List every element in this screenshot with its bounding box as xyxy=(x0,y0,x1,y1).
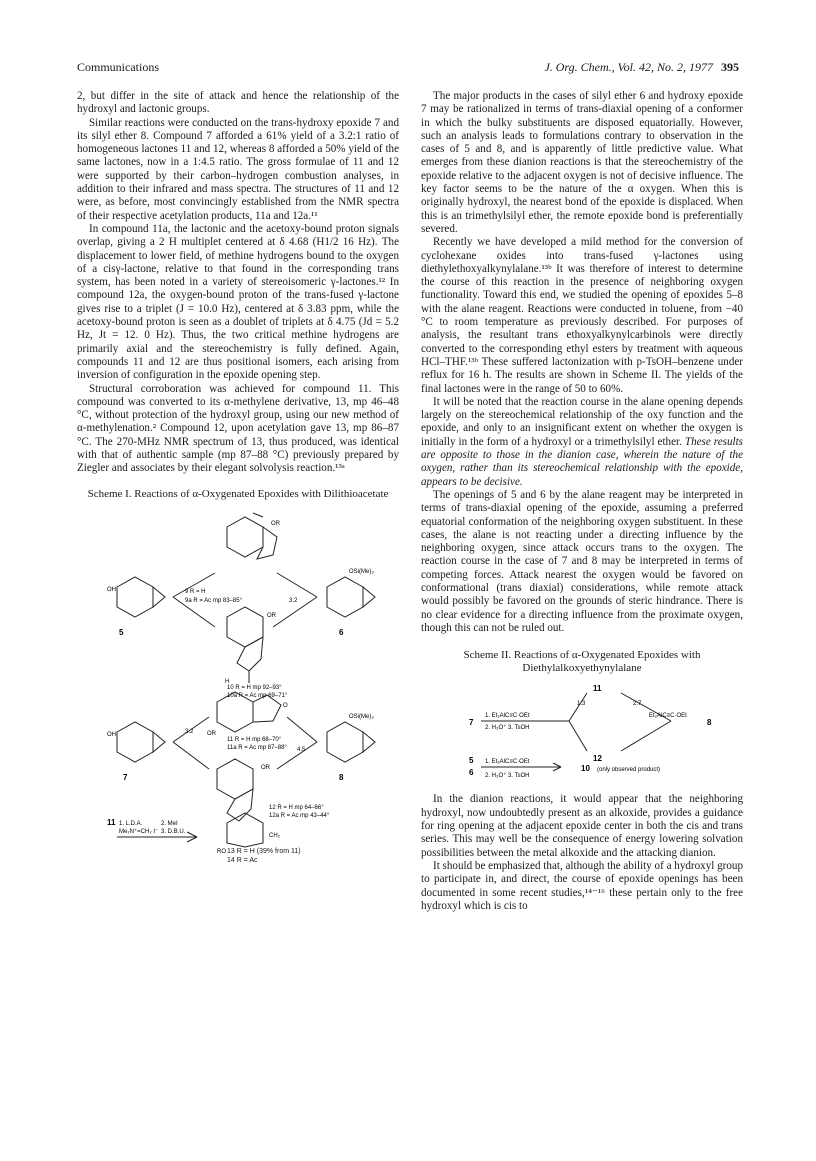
running-header-right xyxy=(544,60,739,75)
label-reagent-alane: Et₂AlC≡C·OEt xyxy=(649,713,687,720)
lactone-ring-11 xyxy=(253,695,281,722)
paragraph: In compound 11a, the lactonic and the acetoxy-bound proton signals overlap, giving a 2 H multiplet centered at δ 4.68 (H1/2 16 Hz). The displacement to lower field, of methine hydrogens bound to the oxygen of a cisγ-lactone, relative to that found in the corresponding trans system, has been noted in a variety of stereoisomeric γ-lactones.¹² In compound 12a, the oxygen-bound proton of the trans-fused γ-lactone gives rise to a triplet (J = 10.0 Hz), centered at δ 3.83 ppm, while the acetoxy-bound proton is seen as a doublet of triplets at δ 4.75 (Jd = 5.2 Hz, Jt = 12. 0 Hz). Thus, the two critical methine hydrogens are primarily axial and the stereochemistry is fully defined. Again, compounds 11 and 12 are thus positional isomers, each arising from inversion of configuration in the epoxide opening step. xyxy=(77,222,399,382)
label-osime3-6: OSi(Me)₃ xyxy=(349,568,374,575)
label-reagent-1: 1. Et₂AlC≡C·OEt xyxy=(485,713,530,720)
label-compound-13: 13 R = H (39% from 11) xyxy=(227,847,301,855)
epoxide-8 xyxy=(363,732,375,752)
epoxide-6 xyxy=(363,587,375,607)
label-step-1b: Me₂N⁺=CH₂ I⁻ xyxy=(119,828,159,835)
ring-7 xyxy=(117,722,153,762)
left-column xyxy=(77,90,399,865)
label-compound-10a: 10a R = Ac mp 69–71° xyxy=(227,692,288,699)
paragraph: The openings of 5 and 6 by the alane reagent may be interpreted in terms of trans-diaxial opening of the epoxide, assuming a preferred equatorial conformation of the neighboring oxygen substituent. In these cases, the alane is not reacting under a directing influence by the neighboring oxygen, since attack occurs trans to the oxygen. The reaction course in the case of 7 and 8 may be interpreted in terms of competing forces. Attack nearest the oxygen would be favored on conformational (trans diaxial) considerations, while remote attack would possibly be favored on the grounds of steric hindrance. There is no clear evidence for a directing influence from the proximate oxygen, though this can not be ruled out. xyxy=(421,488,743,634)
scheme-1-title: Scheme I. Reactions of α-Oxygenated Epoxides with Dilithioacetate xyxy=(87,487,389,500)
label-compound-5: 5 xyxy=(119,627,124,637)
label-compound-14: 14 R = Ac xyxy=(227,856,258,864)
label-step-2b: 3. D.B.U. xyxy=(161,828,186,835)
ring-10 xyxy=(227,607,263,647)
paragraph-text: It will be noted that the reaction course in the alane opening depends largely on the stereochemical relationship of the oxy function and the epoxide, and only to an insignificant extent on whether the oxygen is initially in the form of a hydroxyl or a trimethylsilyl ether. xyxy=(421,395,743,448)
label-compound-8: 8 xyxy=(339,772,344,782)
label-product-10: 10 xyxy=(581,764,590,774)
paragraph: 2, but differ in the site of attack and hence the relationship of the hydroxyl and lactonic groups. xyxy=(77,90,399,116)
epoxide-5 xyxy=(153,587,165,607)
label-ch2: CH₂ xyxy=(269,832,280,839)
label-compound-12a: 12a R = Ac mp 43–44° xyxy=(269,812,330,819)
label-reactant-6: 6 xyxy=(469,768,474,778)
lactone-ring-9 xyxy=(257,527,277,559)
journal-citation: J. Org. Chem., Vol. 42, No. 2, 1977 xyxy=(544,60,713,74)
label-yield-13: 1.3 xyxy=(577,701,586,708)
label-step-1a: 1. L.D.A. xyxy=(119,820,143,827)
label-compound-9: 9 R = H xyxy=(185,588,206,595)
label-compound-6: 6 xyxy=(339,627,344,637)
label-or-10: OR xyxy=(267,612,276,619)
label-compound-9a: 9a R = Ac mp 83–85° xyxy=(185,597,242,604)
paragraph: Recently we have developed a mild method for the conversion of cyclohexane oxides into trans-fused γ-lactones using diethylethoxyalkynylalane.¹³ᵇ It was therefore of interest to determine the course of this reaction in the presence of neighboring oxygen functionality. Toward this end, we studied the opening of epoxides 5–8 with the alane reagent. Reactions were conducted in toluene, from −40 °C to room temperature as previously described. For purposes of analysis, the resultant trans ethoxyalkynylcarbinols were directly converted to the corresponding ethyl esters by treatment with aqueous HCl–THF.¹³ᵇ These suffered lactonization with p-TsOH–benzene under reflux for 16 h. The results are shown in Scheme II. The yields of the final lactones were in the range of 50 to 60%. xyxy=(421,236,743,395)
label-compound-11a: 11a R = Ac mp 87–88° xyxy=(227,744,287,751)
label-ro: RO xyxy=(217,848,226,855)
scheme-1 xyxy=(77,507,399,865)
label-or-11: OR xyxy=(207,730,216,737)
paragraph: It should be emphasized that, although the ability of a hydroxyl group to participate in, and direct, the course of epoxide openings has been documented in some recent studies,¹⁴⁻¹⁶ these pertain only to the free hydroxyl which is cis to xyxy=(421,859,743,912)
label-yield-c: 4.5 xyxy=(297,746,306,753)
label-oh-7: OH xyxy=(107,731,116,738)
label-o-11: O xyxy=(283,702,288,709)
label-step-2a: 2. MeI xyxy=(161,820,178,827)
paragraph xyxy=(421,396,743,489)
right-column xyxy=(421,90,743,913)
scheme-2 xyxy=(421,681,743,785)
label-or-12: OR xyxy=(261,764,270,771)
ring-5 xyxy=(117,577,153,617)
ring-12 xyxy=(217,759,253,799)
paragraph: Similar reactions were conducted on the trans-hydroxy epoxide 7 and its silyl ether 8. Compound 7 afforded a 61% yield of a 3.2:1 ratio of homogeneous lactones 11 and 12, whereas 8 afforded a 50% yield of the same lactones, now in a 1:4.5 ratio. The gross formulae of 11 and 12 were supported by their carbon–hydrogen combustion analyses, in addition to their infrared and mass spectra. The structures of 11 and 12 were, as before, most convincingly established from the NMR spectra of their respective acetylation products, 11a and 12a.¹¹ xyxy=(77,116,399,222)
label-yield-27: 2.7 xyxy=(633,701,642,708)
label-compound-7: 7 xyxy=(123,772,128,782)
label-product-12: 12 xyxy=(593,754,602,764)
label-reagent-2: 2. H₃O⁺ 3. TsOH xyxy=(485,725,530,732)
label-yield-b: 3.2 xyxy=(185,728,194,735)
page-number: 395 xyxy=(721,60,739,74)
lactone-ring-10 xyxy=(237,637,263,671)
label-reactant-7: 7 xyxy=(469,718,474,728)
paragraph: In the dianion reactions, it would appear that the neighboring hydroxyl, now undoubtedly present as an alkoxide, provides a guidance for ring opening at the adjacent epoxide center in both the cis and trans series. This may well be the consequence of energy lowering solvation possibilities between the metal alkoxide and the attacking dianion. xyxy=(421,793,743,859)
italic-sentence: These results are opposite to those in the dianion case, wherein the nature of the oxygen, rather than its stereochemical relationship with the epoxide, appears to be decisive. xyxy=(421,435,743,488)
label-reactant-8: 8 xyxy=(707,718,712,728)
label-reactant-5: 5 xyxy=(469,756,474,766)
label-oh-5: OH xyxy=(107,586,116,593)
label-h-10: H xyxy=(225,678,230,685)
epoxide-7 xyxy=(153,732,165,752)
label-product-11: 11 xyxy=(593,684,602,694)
label-osime3-8: OSi(Me)₃ xyxy=(349,713,374,720)
scheme-2-title: Scheme II. Reactions of α-Oxygenated Epoxides with Diethylalkoxyethynylalane xyxy=(463,649,701,675)
ring-13 xyxy=(227,813,263,847)
label-reagent-3: 1. Et₂AlC≡C·OEt xyxy=(485,759,530,766)
label-start-11: 11 xyxy=(107,817,116,827)
label-reagent-4: 2. H₃O⁺ 3. TsOH xyxy=(485,773,530,780)
paragraph: Structural corroboration was achieved for compound 11. This compound was converted to its α-methylene derivative, 13, mp 46–48 °C, without protection of the hydroxyl group, using our new method of α-methylenation.² Compound 12, upon acetylation gave 13, mp 86–87 °C. The 270-MHz NMR spectrum of 13, thus produced, was identical with that of authentic sample (mp 87–88 °C) previously prepared by Ziegler and associates by their elegant solvolysis reaction.¹³ᵃ xyxy=(77,382,399,475)
label-yield-a: 3.2 xyxy=(289,597,298,604)
label-or: OR xyxy=(271,520,280,527)
ring-9 xyxy=(227,517,263,557)
paragraph: The major products in the cases of silyl ether 6 and hydroxy epoxide 7 may be rationalized in terms of trans-diaxial opening of a conformer in which the bulky substituents are disposed equatorially. However, such an analysis leads to formulations contrary to observation in the cases of 5 and 8, and is apparently of little predictive value. What emerges from these dianion reactions is that the stereochemistry of the epoxide relative to the adjacent oxygen is not of decisive influence. The key factor seems to be the nature of the α oxygen. When this is originally hydroxyl, the nearest bond of the epoxide is displaced. When this is an trimethylsilyl ether, the remote epoxide bond is preferentially severed. xyxy=(421,90,743,235)
label-only-observed: (only observed product) xyxy=(597,767,661,774)
scheme-2-diagram xyxy=(421,681,743,781)
label-compound-11: 11 R = H mp 68–70° xyxy=(227,736,282,743)
running-header-left: Communications xyxy=(77,60,159,74)
label-compound-12: 12 R = H mp 64–66° xyxy=(269,804,324,811)
ring-8 xyxy=(327,722,363,762)
label-compound-10: 10 R = H mp 92–93° xyxy=(227,684,282,691)
ring-6 xyxy=(327,577,363,617)
